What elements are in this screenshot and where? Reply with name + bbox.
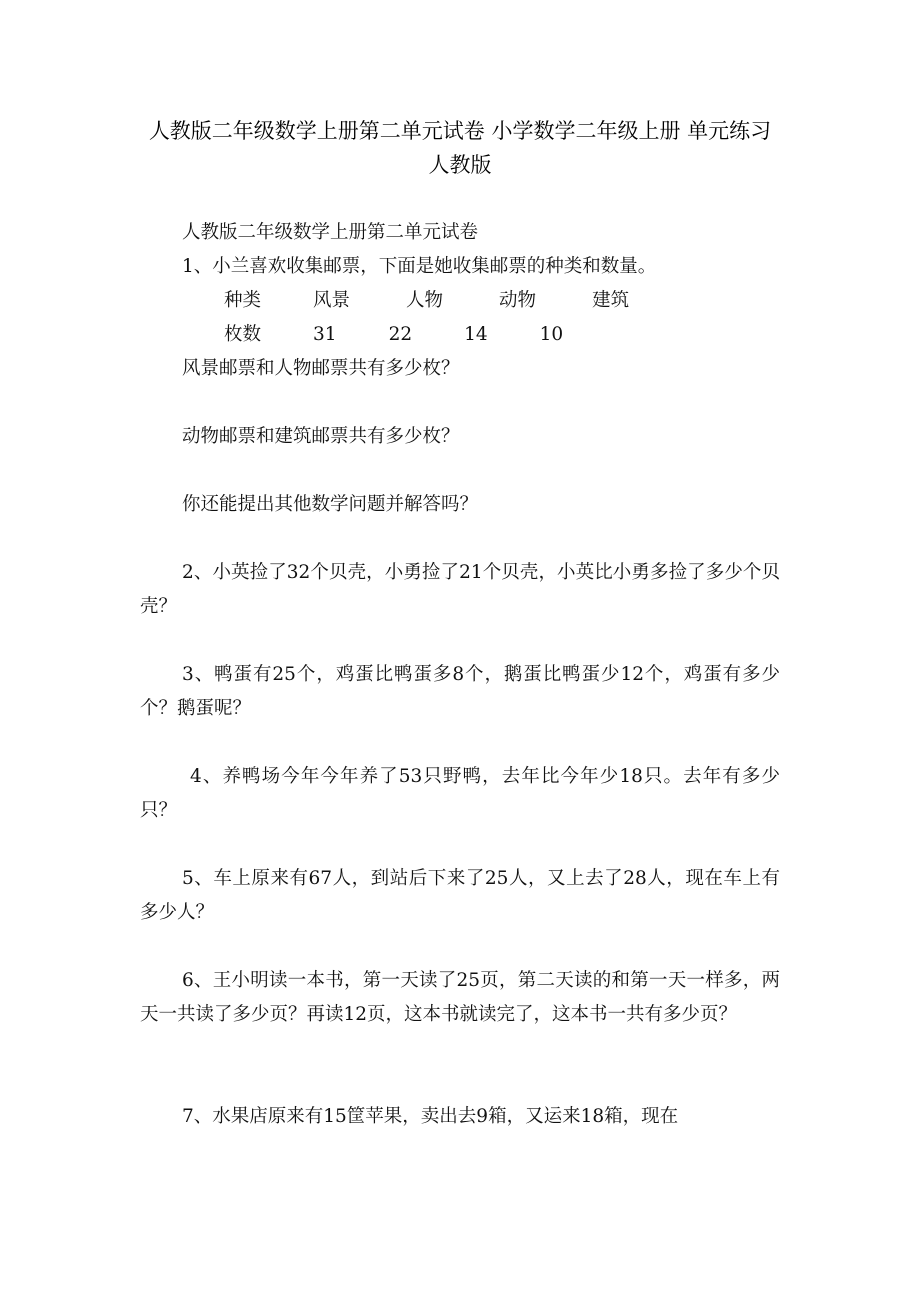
question-3: 3、鸭蛋有25个，鸡蛋比鸭蛋多8个，鹅蛋比鸭蛋少12个，鸡蛋有多少个？鹅蛋呢？ <box>140 664 780 719</box>
question-1-sub-b: 动物邮票和建筑邮票共有多少枚？ <box>182 426 460 447</box>
question-7: 7、水果店原来有15筐苹果，卖出去9箱，又运来18箱，现在 <box>182 1106 679 1127</box>
category-landscape: 风景 <box>313 290 351 311</box>
question-5: 5、车上原来有67人，到站后下来了25人，又上去了28人，现在车上有多少人？ <box>140 868 780 923</box>
question-1-sub-a: 风景邮票和人物邮票共有多少枚？ <box>182 358 460 379</box>
question-2: 2、小英捡了32个贝壳，小勇捡了21个贝壳，小英比小勇多捡了多少个贝壳？ <box>140 562 780 617</box>
count-landscape: 31 <box>313 324 337 345</box>
category-header-label: 种类 <box>224 290 262 311</box>
exam-subtitle: 人教版二年级数学上册第二单元试卷 <box>182 222 479 243</box>
question-1-intro: 1、小兰喜欢收集邮票，下面是她收集邮票的种类和数量。 <box>182 256 657 277</box>
category-buildings: 建筑 <box>592 290 630 311</box>
stamp-category-row <box>140 284 780 318</box>
question-6: 6、王小明读一本书，第一天读了25页，第二天读的和第一天一样多，两天一共读了多少页？再读12页，这本书就读完了，这本书一共有多少页？ <box>140 970 780 1025</box>
document-title: 人教版二年级数学上册第二单元试卷 小学数学二年级上册 单元练习 人教版 <box>148 119 772 177</box>
count-buildings: 10 <box>539 324 564 345</box>
category-people: 人物 <box>406 290 444 311</box>
question-4: 4、养鸭场今年今年养了53只野鸭，去年比今年少18只。去年有多少只？ <box>140 766 780 821</box>
stamp-count-row <box>140 318 780 352</box>
document-body <box>140 216 780 1134</box>
count-header-label: 枚数 <box>224 324 262 345</box>
category-animals: 动物 <box>499 290 537 311</box>
count-people: 22 <box>388 324 413 345</box>
count-animals: 14 <box>464 324 488 345</box>
question-1-sub-c: 你还能提出其他数学问题并解答吗？ <box>182 494 479 515</box>
